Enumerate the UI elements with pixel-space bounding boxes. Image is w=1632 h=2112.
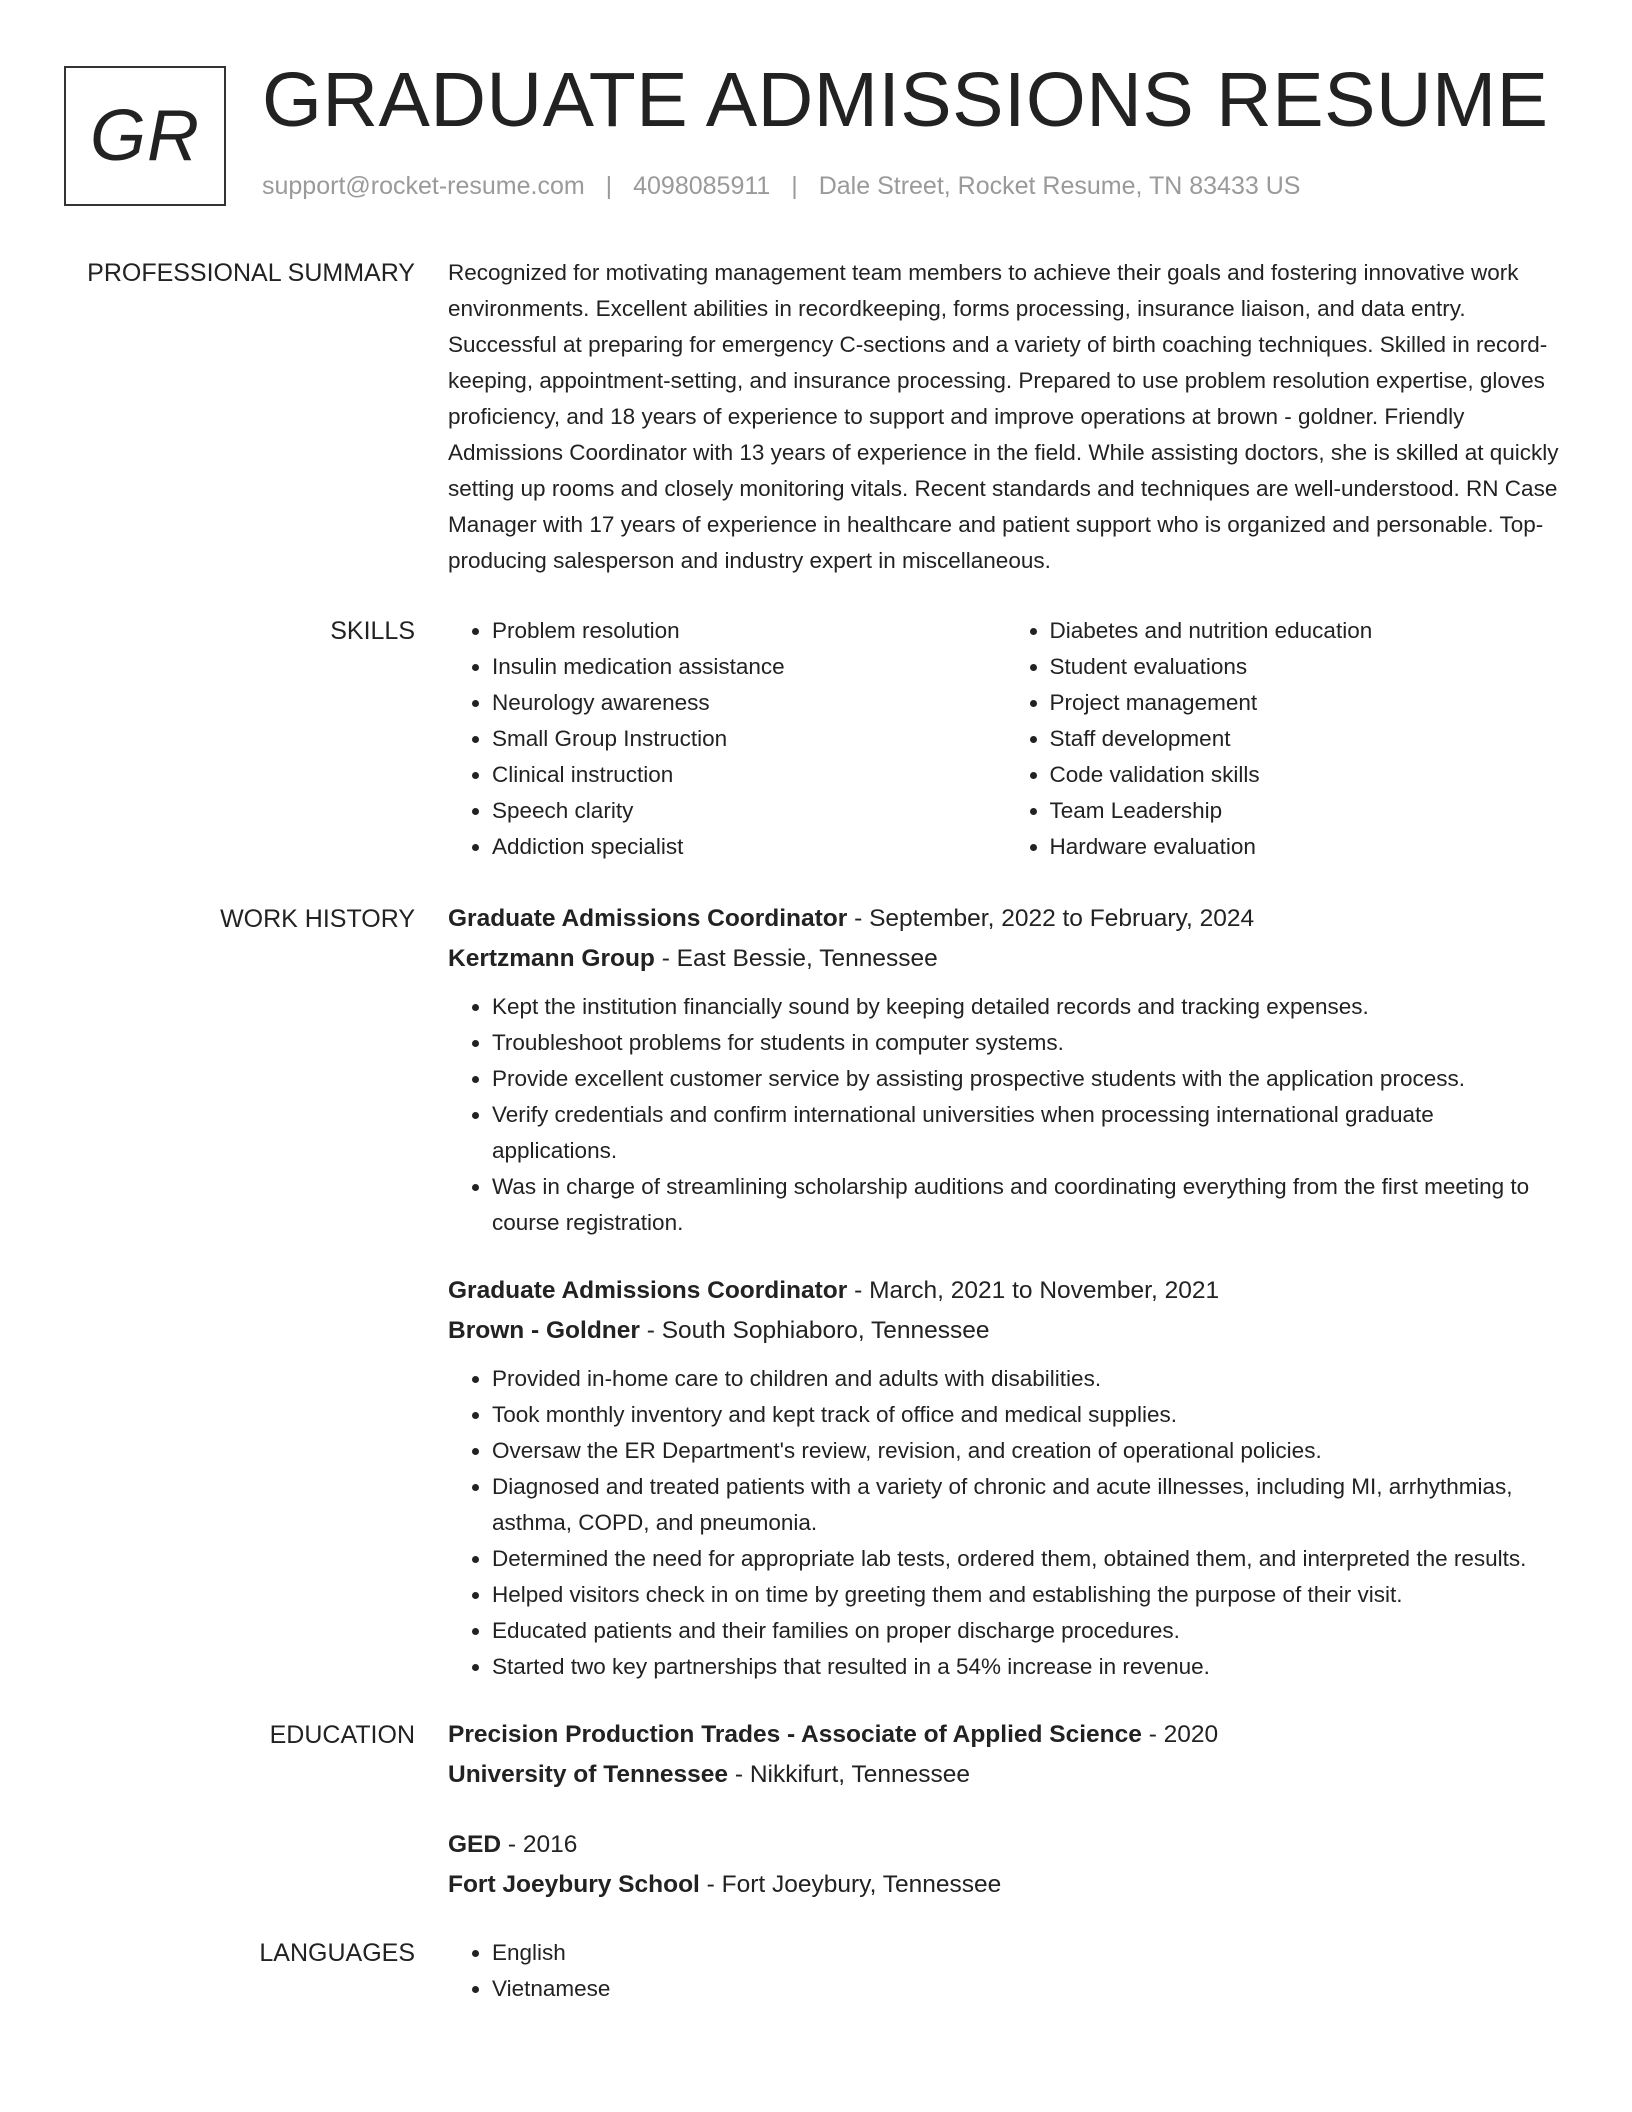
job-location: - South Sophiaboro, Tennessee: [639, 1317, 990, 1344]
skills-section: [0, 613, 1632, 865]
skill-item: • Project management: [1050, 685, 1564, 721]
job-duty: • Helped visitors check in on time by greeting them and establishing the purpose of their visit.: [492, 1577, 1563, 1613]
education-degree-line: [448, 1715, 1563, 1755]
education-year: - 2020: [1141, 1721, 1219, 1748]
job-location: - East Bessie, Tennessee: [654, 945, 938, 972]
skills-list-right: [1006, 613, 1564, 865]
summary-section: [0, 255, 1632, 579]
skill-item: • Insulin medication assistance: [492, 649, 1006, 685]
education-location: - Fort Joeybury, Tennessee: [699, 1871, 1002, 1898]
languages-section: [0, 1935, 1632, 2007]
job-duty: • Provided in-home care to children and adults with disabilities.: [492, 1361, 1563, 1397]
skill-item: • Hardware evaluation: [1050, 829, 1564, 865]
contact-phone: 4098085911: [633, 172, 771, 200]
job-title: Graduate Admissions Coordinator: [448, 1277, 848, 1304]
job-duty: • Started two key partnerships that resulted in a 54% increase in revenue.: [492, 1649, 1563, 1685]
skills-list-left: [448, 613, 1006, 865]
skill-item: • Small Group Instruction: [492, 721, 1006, 757]
job-duty: • Was in charge of streamlining scholarship auditions and coordinating everything from the first meeting to course registration.: [492, 1169, 1563, 1241]
education-entry: [448, 1715, 1563, 1795]
job-duty: • Diagnosed and treated patients with a variety of chronic and acute illnesses, including MI, arrhythmias, asthma, COPD, and pneumonia.: [492, 1469, 1563, 1541]
job-company: Brown - Goldner: [448, 1317, 640, 1344]
education-location: - Nikkifurt, Tennessee: [728, 1761, 970, 1788]
monogram-logo: GR: [64, 66, 226, 206]
education-school: University of Tennessee: [448, 1761, 729, 1788]
work-history-section: [0, 899, 1632, 1685]
job-dates: - September, 2022 to February, 2024: [847, 905, 1255, 932]
skill-item: • Team Leadership: [1050, 793, 1564, 829]
summary-text: Recognized for motivating management team members to achieve their goals and fostering innovative work environments. Excellent abilities in recordkeeping, forms processing, insurance liaison, and data entry. Successful at preparing for emergency C-sections and a variety of birth coaching techniques. Skilled in record-keeping, appointment-setting, and insurance processing. Prepared to use problem resolution expertise, gloves proficiency, and 18 years of experience to support and improve operations at brown - goldner. Friendly Admissions Coordinator with 13 years of experience in the field. While assisting doctors, she is skilled at quickly setting up rooms and closely monitoring vitals. Recent standards and techniques are well-understood. RN Case Manager with 17 years of experience in healthcare and patient support who is organized and personable. Top-producing salesperson and industry expert in miscellaneous.: [448, 260, 1559, 573]
job-title: Graduate Admissions Coordinator: [448, 905, 848, 932]
job-company-line: [448, 939, 1563, 979]
contact-separator: |: [791, 172, 798, 200]
contact-email: support@rocket-resume.com: [262, 172, 585, 200]
section-label-languages: LANGUAGES: [259, 1939, 415, 1967]
job-duty: • Verify credentials and confirm international universities when processing international graduate applications.: [492, 1097, 1563, 1169]
job-duty: • Determined the need for appropriate lab tests, ordered them, obtained them, and interpreted the results.: [492, 1541, 1563, 1577]
job-duties: [448, 989, 1563, 1241]
job-duty: • Oversaw the ER Department's review, revision, and creation of operational policies.: [492, 1433, 1563, 1469]
contact-separator: |: [605, 172, 613, 200]
skill-item: • Diabetes and nutrition education: [1050, 613, 1564, 649]
job-duty: • Took monthly inventory and kept track of office and medical supplies.: [492, 1397, 1563, 1433]
job-entry: [448, 899, 1563, 1241]
job-duty: • Educated patients and their families on proper discharge procedures.: [492, 1613, 1563, 1649]
skill-item: • Code validation skills: [1050, 757, 1564, 793]
section-label-skills: SKILLS: [330, 617, 415, 645]
skill-item: • Problem resolution: [492, 613, 1006, 649]
contact-line: [262, 172, 1300, 201]
job-duty: • Troubleshoot problems for students in computer systems.: [492, 1025, 1563, 1061]
resume-title: GRADUATE ADMISSIONS RESUME: [262, 57, 1549, 143]
languages-list: [448, 1935, 1563, 2007]
education-school-line: [448, 1865, 1563, 1905]
job-entry: [448, 1271, 1563, 1685]
job-company-line: [448, 1311, 1563, 1351]
skill-item: • Speech clarity: [492, 793, 1006, 829]
skill-item: • Staff development: [1050, 721, 1564, 757]
education-school-line: [448, 1755, 1563, 1795]
education-degree-line: [448, 1825, 1563, 1865]
skill-item: • Student evaluations: [1050, 649, 1564, 685]
education-degree: GED: [448, 1831, 502, 1858]
job-company: Kertzmann Group: [448, 945, 655, 972]
section-label-summary: PROFESSIONAL SUMMARY: [87, 259, 415, 287]
education-year: - 2016: [501, 1831, 578, 1858]
education-degree: Precision Production Trades - Associate of Applied Science: [448, 1721, 1142, 1748]
skill-item: • Neurology awareness: [492, 685, 1006, 721]
section-label-work: WORK HISTORY: [220, 905, 415, 933]
education-school: Fort Joeybury School: [448, 1871, 700, 1898]
resume-header: [0, 0, 1632, 245]
skill-item: • Addiction specialist: [492, 829, 1006, 865]
job-duty: • Provide excellent customer service by assisting prospective students with the application process.: [492, 1061, 1563, 1097]
job-title-line: [448, 1271, 1563, 1311]
language-item: • Vietnamese: [492, 1971, 1563, 2007]
contact-address: Dale Street, Rocket Resume, TN 83433 US: [818, 172, 1301, 200]
education-entry: [448, 1825, 1563, 1905]
language-item: • English: [492, 1935, 1563, 1971]
job-duty: • Kept the institution financially sound by keeping detailed records and tracking expenses.: [492, 989, 1563, 1025]
job-dates: - March, 2021 to November, 2021: [847, 1277, 1220, 1304]
skill-item: • Clinical instruction: [492, 757, 1006, 793]
section-label-education: EDUCATION: [269, 1721, 415, 1749]
education-section: [0, 1715, 1632, 1905]
job-title-line: [448, 899, 1563, 939]
job-duties: [448, 1361, 1563, 1685]
